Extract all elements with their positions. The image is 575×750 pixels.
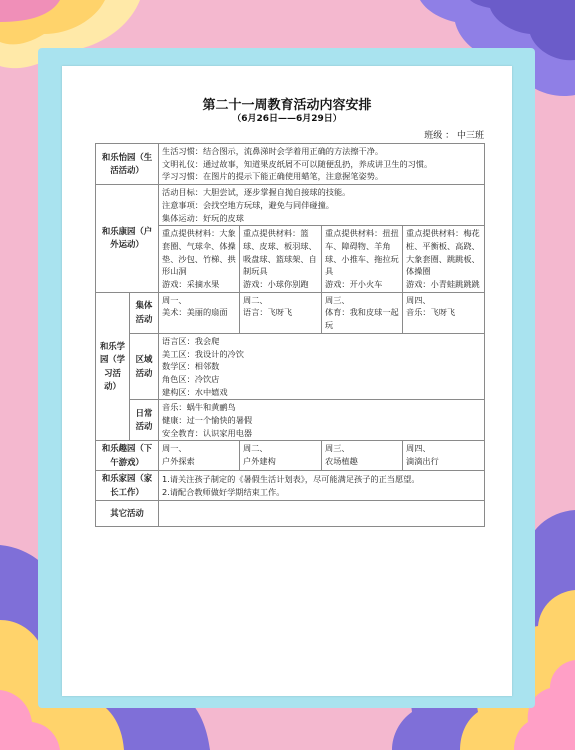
activity-table (95, 143, 485, 527)
list-item: 角色区：冷饮店 (162, 373, 220, 384)
materials-text: 重点提供材料：梅花桩、平衡板、高跷、大象套圈、跳跳板、体操圈 (406, 228, 480, 277)
list-item: 注意事项：会找空地方玩球，避免与同伴碰撞。 (162, 199, 334, 210)
section-home-label: 和乐家园（家长工作） (96, 471, 159, 501)
section-learning-label: 和乐学园（学习活动） (96, 292, 130, 441)
day-activity: 音乐：飞呀飞 (406, 307, 456, 318)
list-item: 2.请配合教师做好学期结束工作。 (162, 486, 285, 497)
day-activity: 美术：美丽的扇面 (162, 307, 228, 318)
section-life-label: 和乐怡园（生活活动） (96, 144, 159, 185)
list-item: 建构区：水中嬉戏 (162, 386, 228, 397)
day-activity: 语言：飞呀飞 (243, 307, 293, 318)
learning-day-1 (159, 292, 240, 333)
fun-day-1 (159, 441, 240, 471)
learning-area-content (159, 333, 485, 400)
table-row-life (96, 144, 485, 185)
table-row-fun (96, 441, 485, 471)
list-item: 活动目标：大胆尝试，逐步掌握自抛自接球的技能。 (162, 187, 351, 198)
section-outdoor-label: 和乐康园（户外运动） (96, 185, 159, 293)
game-text: 游戏：小青蛙跳跳跳 (406, 279, 480, 290)
day-activity: 户外建构 (243, 456, 276, 467)
list-item: 1.请关注孩子制定的《暑假生活计划表》，尽可能满足孩子的正当愿望。 (162, 474, 420, 485)
section-fun-label: 和乐趣园（下午游戏） (96, 441, 159, 471)
learning-daily-label: 日常活动 (130, 400, 159, 441)
day-activity: 农场植趣 (325, 456, 358, 467)
list-item: 文明礼仪：通过故事，知道果皮纸屑不可以随便乱扔，养成讲卫生的习惯。 (162, 158, 433, 169)
list-item: 数学区：相邻数 (162, 361, 220, 372)
list-item: 学习习惯：在图片的提示下能正确使用蜡笔，注意握笔姿势。 (162, 171, 384, 182)
day-label: 周四、 (406, 294, 431, 305)
day-label: 周一、 (162, 443, 187, 454)
list-item: 语言区：我会爬 (162, 335, 220, 346)
learning-day-2 (240, 292, 322, 333)
fun-day-3 (322, 441, 403, 471)
table-row-home (96, 471, 485, 501)
section-outdoor-goals (159, 185, 485, 226)
list-item: 美工区：我设计的冷饮 (162, 348, 244, 359)
fun-day-2 (240, 441, 322, 471)
day-label: 周二、 (243, 294, 268, 305)
table-row-learning-group (96, 292, 485, 333)
list-item: 生活习惯：结合图示，流鼻涕时会学着用正确的方法擦干净。 (162, 146, 384, 156)
materials-text: 重点提供材料：扭扭车、障碍物、羊角球、小推车、拖拉玩具 (325, 228, 399, 277)
materials-text: 重点提供材料：大象套圈、气球伞、体操垫、沙包、竹梯、拱形山洞 (162, 228, 236, 277)
fun-day-4 (403, 441, 485, 471)
outdoor-group-2 (240, 226, 322, 293)
game-text: 游戏：采摘水果 (162, 279, 220, 290)
outdoor-group-4 (403, 226, 485, 293)
day-activity: 体育：我和皮球一起玩 (325, 307, 399, 331)
class-label: 班级 ： 中三班 (424, 131, 484, 141)
learning-group-label: 集体活动 (130, 292, 159, 333)
day-label: 周四、 (406, 443, 431, 454)
section-life-content (159, 144, 485, 185)
schedule-sheet (62, 66, 512, 696)
game-text: 游戏：开小火车 (325, 279, 383, 290)
list-item: 健康：过一个愉快的暑假 (162, 415, 253, 426)
learning-area-label: 区域活动 (130, 333, 159, 400)
day-activity: 滴滴出行 (406, 456, 439, 467)
game-text: 游戏：小球你别跑 (243, 279, 309, 290)
outdoor-group-1 (159, 226, 240, 293)
section-other-label: 其它活动 (96, 501, 159, 527)
table-row-other (96, 501, 485, 527)
section-home-content (159, 471, 485, 501)
learning-day-4 (403, 292, 485, 333)
list-item: 集体运动：好玩的皮球 (162, 212, 244, 223)
page-title: 第二十一周教育活动内容安排 (202, 98, 372, 113)
table-row-learning-daily (96, 400, 485, 441)
date-range: （6月26日——6月29日） (232, 114, 342, 124)
list-item: 音乐：蜗牛和黄鹂鸟 (162, 402, 236, 413)
day-label: 周三、 (325, 443, 350, 454)
day-label: 周一、 (162, 294, 187, 305)
day-label: 周二、 (243, 443, 268, 454)
learning-day-3 (322, 292, 403, 333)
day-activity: 户外探索 (162, 456, 195, 467)
table-row-learning-area (96, 333, 485, 400)
table-row-outdoor-goals (96, 185, 485, 226)
learning-daily-content (159, 400, 485, 441)
day-label: 周三、 (325, 294, 350, 305)
outdoor-group-3 (322, 226, 403, 293)
list-item: 安全教育：认识家用电器 (162, 427, 253, 438)
section-other-content (159, 501, 485, 527)
materials-text: 重点提供材料：篮球、皮球、板羽球、吸盘球、篮球架、自制玩具 (243, 228, 317, 277)
